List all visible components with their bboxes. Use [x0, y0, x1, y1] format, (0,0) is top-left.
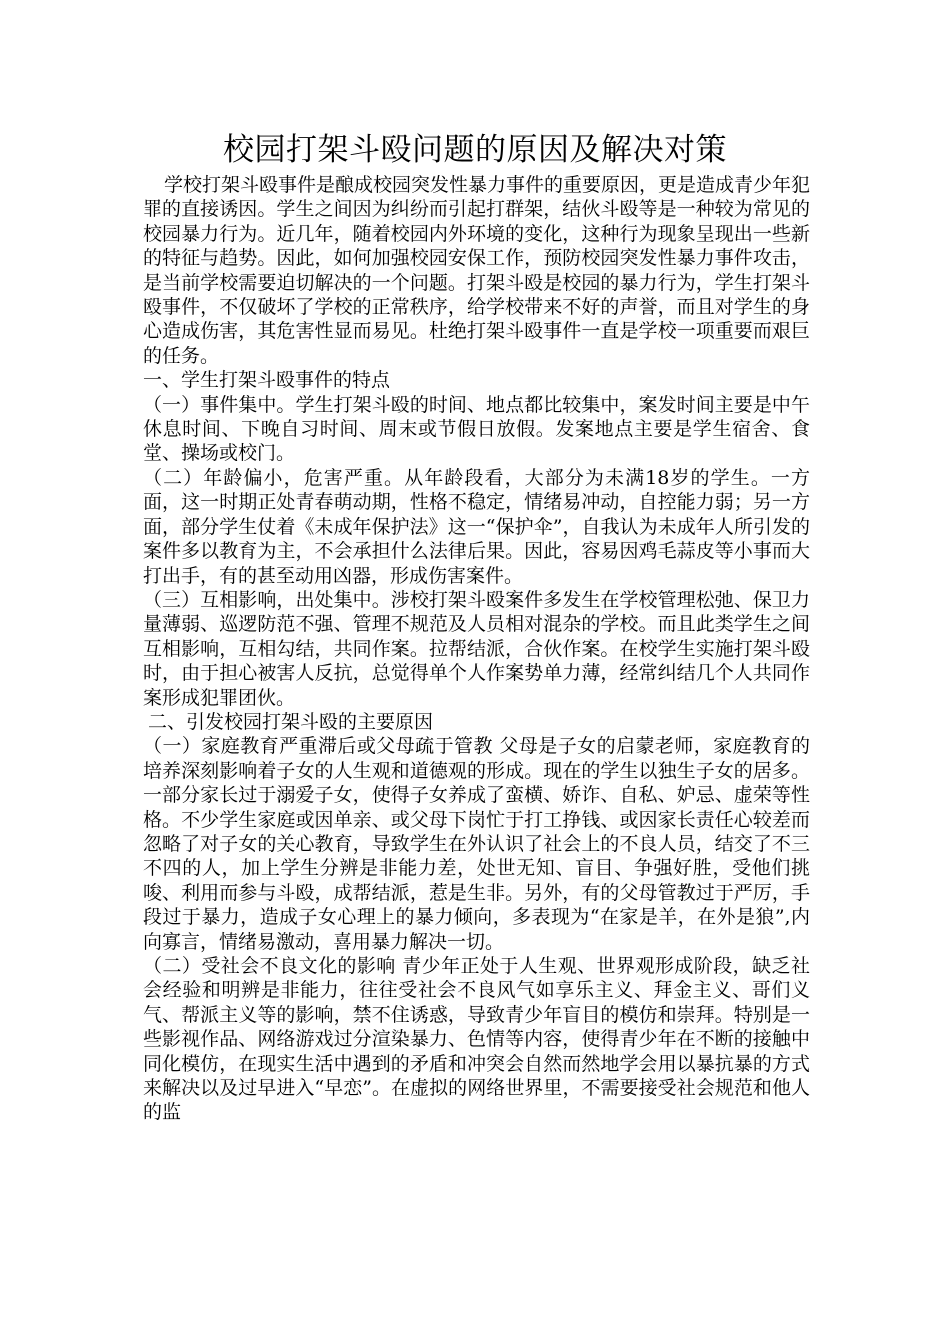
document-body: [143, 173, 810, 1125]
paragraph-1-1: （一）事件集中。学生打架斗殴的时间、地点都比较集中，案发时间主要是中午休息时间、下晚自习时间、周末或节假日放假。发案地点主要是学生宿舍、食堂、操场或校门。: [143, 393, 810, 465]
paragraph-1-3: （三）互相影响，出处集中。涉校打架斗殴案件多发生在学校管理松弛、保卫力量薄弱、巡逻防范不强、管理不规范及人员相对混杂的学校。而且此类学生之间互相影响，互相勾结，共同作案。拉帮结派，合伙作案。在校学生实施打架斗殴时，由于担心被害人反抗，总觉得单个人作案势单力薄，经常纠结几个人共同作案形成犯罪团伙。: [143, 588, 810, 709]
paragraph-2-1: （一）家庭教育严重滞后或父母疏于管教 父母是子女的启蒙老师，家庭教育的培养深刻影响着子女的人生观和道德观的形成。现在的学生以独生子女的居多。一部分家长过于溺爱子女，使得子女养成了蛮横、娇诈、自私、妒忌、虚荣等性格。不少学生家庭或因单亲、或父母下岗忙于打工挣钱、或因家长责任心较差而忽略了对子女的关心教育，导致学生在外认识了社会上的不良人员，结交了不三不四的人，加上学生分辨是非能力差，处世无知、盲目、争强好胜，受他们挑唆、利用而参与斗殴，成帮结派，惹是生非。另外，有的父母管教过于严厉，手段过于暴力，造成子女心理上的暴力倾向，多表现为“在家是羊，在外是狼”,内向寡言，情绪易激动，喜用暴力解决一切。: [143, 735, 810, 953]
paragraph-2-2: （二）受社会不良文化的影响 青少年正处于人生观、世界观形成阶段，缺乏社会经验和明辨是非能力，往往受社会不良风气如享乐主义、拜金主义、哥们义气、帮派主义等的影响，禁不住诱惑，导致青少年盲目的模仿和崇拜。特别是一些影视作品、网络游戏过分渲染暴力、色情等内容，使得青少年在不断的接触中同化模仿，在现实生活中遇到的矛盾和冲突会自然而然地学会用以暴抗暴的方式来解决以及过早进入“早恋”。在虚拟的网络世界里，不需要接受社会规范和他人的监: [143, 955, 810, 1124]
paragraph-1-2: （二）年龄偏小，危害严重。从年龄段看，大部分为未满18岁的学生。一方面，这一时期正处青春萌动期，性格不稳定，情绪易冲动，自控能力弱；另一方面，部分学生仗着《未成年保护法》这一“保护伞”，自我认为未成年人所引发的案件多以教育为主，不会承担什么法律后果。因此，容易因鸡毛蒜皮等小事而大打出手，有的甚至动用凶器，形成伤害案件。: [143, 466, 810, 587]
section-heading-1: 一、学生打架斗殴事件的特点: [143, 369, 391, 392]
document-title: 校园打架斗殴问题的原因及解决对策: [223, 132, 727, 168]
section-heading-2: 二、引发校园打架斗殴的主要原因: [148, 710, 434, 733]
intro-paragraph: 学校打架斗殴事件是酿成校园突发性暴力事件的重要原因，更是造成青少年犯罪的直接诱因。学生之间因为纠纷而引起打群架，结伙斗殴等是一种较为常见的校园暴力行为。近几年，随着校园内外环境的变化，这种行为现象呈现出一些新的特征与趋势。因此，如何加强校园安保工作，预防校园突发性暴力事件攻击，是当前学校需要迫切解决的一个问题。打架斗殴是校园的暴力行为，学生打架斗殴事件，不仅破坏了学校的正常秩序，给学校带来不好的声誉，而且对学生的身心造成伤害，其危害性显而易见。杜绝打架斗殴事件一直是学校一项重要而艰巨的任务。: [143, 174, 811, 367]
